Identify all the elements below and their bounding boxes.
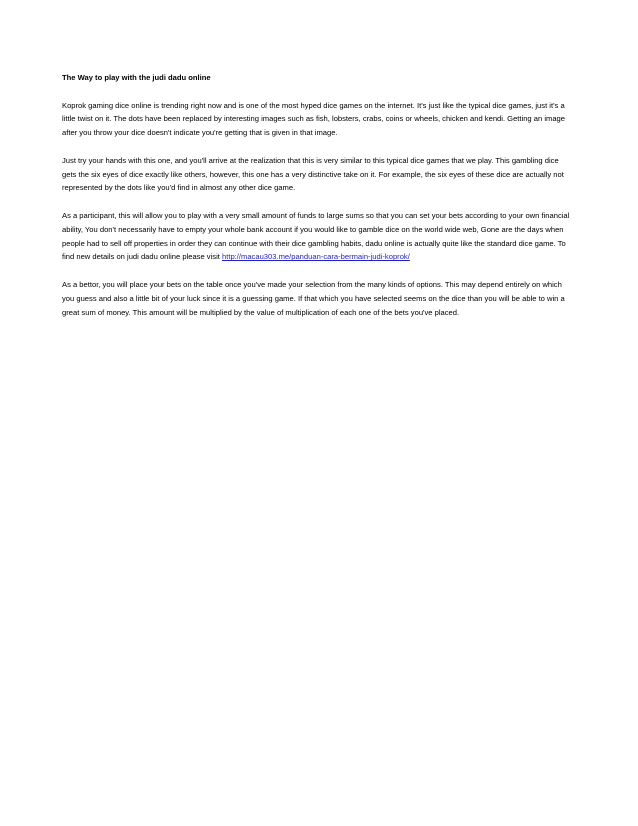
macau303-link[interactable]: http://macau303.me/panduan-cara-bermain-judi-koprok/ — [222, 252, 410, 262]
document-title: The Way to play with the judi dadu online — [62, 73, 211, 82]
paragraph-3 — [62, 209, 570, 264]
paragraph-4: As a bettor, you will place your bets on the table once you've made your selection from the many kinds of options. This may depend entirely on which you guess and also a little bit of your luck since it is a guessing game. If that which you have selected seems on the dice than you will be able to win a great sum of money. This amount will be multiplied by the value of multiplication of each one of the bets you've placed. — [62, 279, 565, 317]
document-body — [62, 71, 570, 333]
paragraph-3-text: As a participant, this will allow you to play with a very small amount of funds to large sums so that you can set your bets according to your own financial ability, You don't necessarily have to empty your whole bank account if you would like to gamble dice on the world wide web, Gone are the days when people had to sell off properties in order they can continue with their dice gambling habits, dadu online is actually quite like the standard dice game. To find new details on judi dadu online please visit — [62, 210, 570, 262]
paragraph-2: Just try your hands with this one, and you'll arrive at the realization that this is very similar to this typical dice games that we play. This gambling dice gets the six eyes of dice exactly like others, however, this one has a very distinctive take on it. For example, the six eyes of these dice are actually not represented by the dots like you'd find in almost any other dice game. — [62, 155, 564, 193]
paragraph-1: Koprok gaming dice online is trending right now and is one of the most hyped dice games on the internet. It's just like the typical dice games, just it's a little twist on it. The dots have been replaced by interesting images such as fish, lobsters, crabs, coins or wheels, chicken and kendi. Getting an image after you throw your dice doesn't indicate you're getting that is given in that image. — [62, 100, 566, 138]
